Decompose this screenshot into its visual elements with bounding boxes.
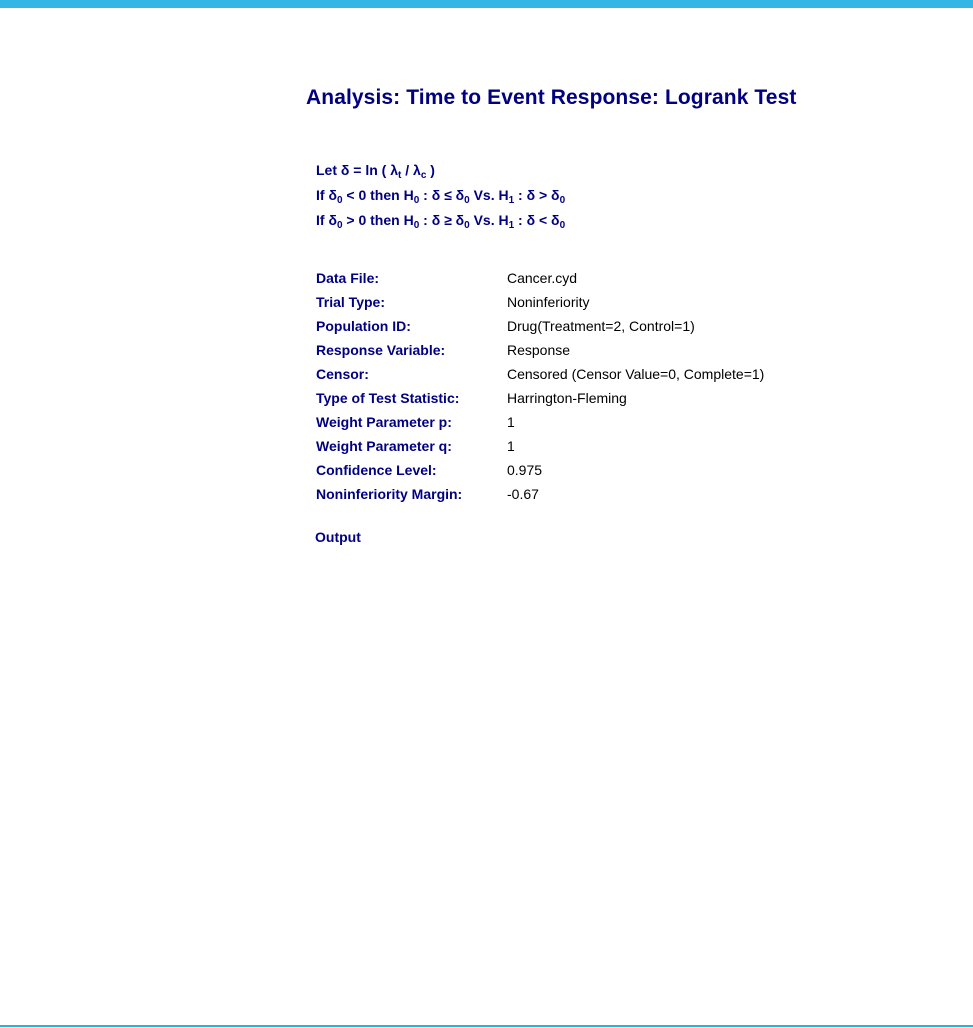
hyp-text: Let δ = ln ( λ — [316, 162, 399, 178]
param-label: Type of Test Statistic: — [316, 390, 460, 406]
param-label: Weight Parameter p: — [316, 414, 452, 430]
hypothesis-definition — [316, 158, 565, 183]
param-row-noninferiority-margin — [316, 482, 764, 506]
param-label: Trial Type: — [316, 294, 385, 310]
hyp-subscript: 0 — [336, 195, 343, 206]
param-row-weight-p — [316, 410, 764, 434]
param-value: 1 — [507, 438, 515, 454]
hyp-text: If δ — [316, 187, 337, 203]
param-value: Noninferiority — [507, 294, 590, 310]
param-row-test-statistic — [316, 386, 764, 410]
hyp-text: : δ < δ — [514, 212, 560, 228]
hyp-text: < 0 then H — [342, 187, 414, 203]
page-title: Analysis: Time to Event Response: Logrank Test — [306, 86, 797, 109]
param-label: Censor: — [316, 366, 369, 382]
param-label: Weight Parameter q: — [316, 438, 452, 454]
hyp-subscript: 0 — [559, 195, 566, 206]
param-row-weight-q — [316, 434, 764, 458]
hyp-text: Vs. H — [469, 212, 509, 228]
param-value: 0.975 — [507, 462, 543, 478]
hyp-subscript: c — [420, 170, 427, 181]
param-label: Noninferiority Margin: — [316, 486, 463, 502]
hyp-text: > 0 then H — [342, 212, 414, 228]
hyp-text: ) — [426, 162, 435, 178]
parameters-table — [316, 266, 764, 506]
param-row-data-file — [316, 266, 764, 290]
param-value: Response — [507, 342, 571, 358]
param-row-response-variable — [316, 338, 764, 362]
hyp-subscript: t — [398, 170, 402, 181]
hyp-text: / λ — [401, 162, 421, 178]
hyp-subscript: 1 — [508, 195, 515, 206]
param-label: Data File: — [316, 270, 380, 286]
hypothesis-negative-margin — [316, 183, 565, 208]
param-label: Population ID: — [316, 318, 411, 334]
bottom-divider — [0, 1025, 973, 1027]
hyp-subscript: 1 — [508, 220, 515, 231]
hyp-subscript: 0 — [413, 195, 420, 206]
hyp-subscript: 0 — [464, 195, 470, 206]
param-value: 1 — [507, 414, 515, 430]
top-accent-bar — [0, 0, 973, 8]
hyp-text: Vs. H — [469, 187, 509, 203]
hyp-subscript: 0 — [559, 220, 566, 231]
hyp-subscript: 0 — [464, 220, 470, 231]
output-heading: Output — [315, 529, 361, 545]
hyp-subscript: 0 — [336, 220, 343, 231]
param-row-population-id — [316, 314, 764, 338]
param-value: Cancer.cyd — [507, 270, 578, 286]
param-value: Drug(Treatment=2, Control=1) — [507, 318, 695, 334]
hypotheses-block — [316, 158, 565, 233]
param-label: Confidence Level: — [316, 462, 437, 478]
param-row-confidence-level — [316, 458, 764, 482]
param-row-trial-type — [316, 290, 764, 314]
param-value: -0.67 — [507, 486, 539, 502]
param-value: Censored (Censor Value=0, Complete=1) — [507, 366, 765, 382]
hyp-subscript: 0 — [413, 220, 420, 231]
hyp-text: : δ ≥ δ — [419, 212, 465, 228]
hyp-text: : δ > δ — [514, 187, 560, 203]
hypothesis-positive-margin — [316, 208, 565, 233]
hyp-text: If δ — [316, 212, 337, 228]
param-value: Harrington-Fleming — [507, 390, 627, 406]
hyp-text: : δ ≤ δ — [419, 187, 465, 203]
param-row-censor — [316, 362, 764, 386]
param-label: Response Variable: — [316, 342, 446, 358]
